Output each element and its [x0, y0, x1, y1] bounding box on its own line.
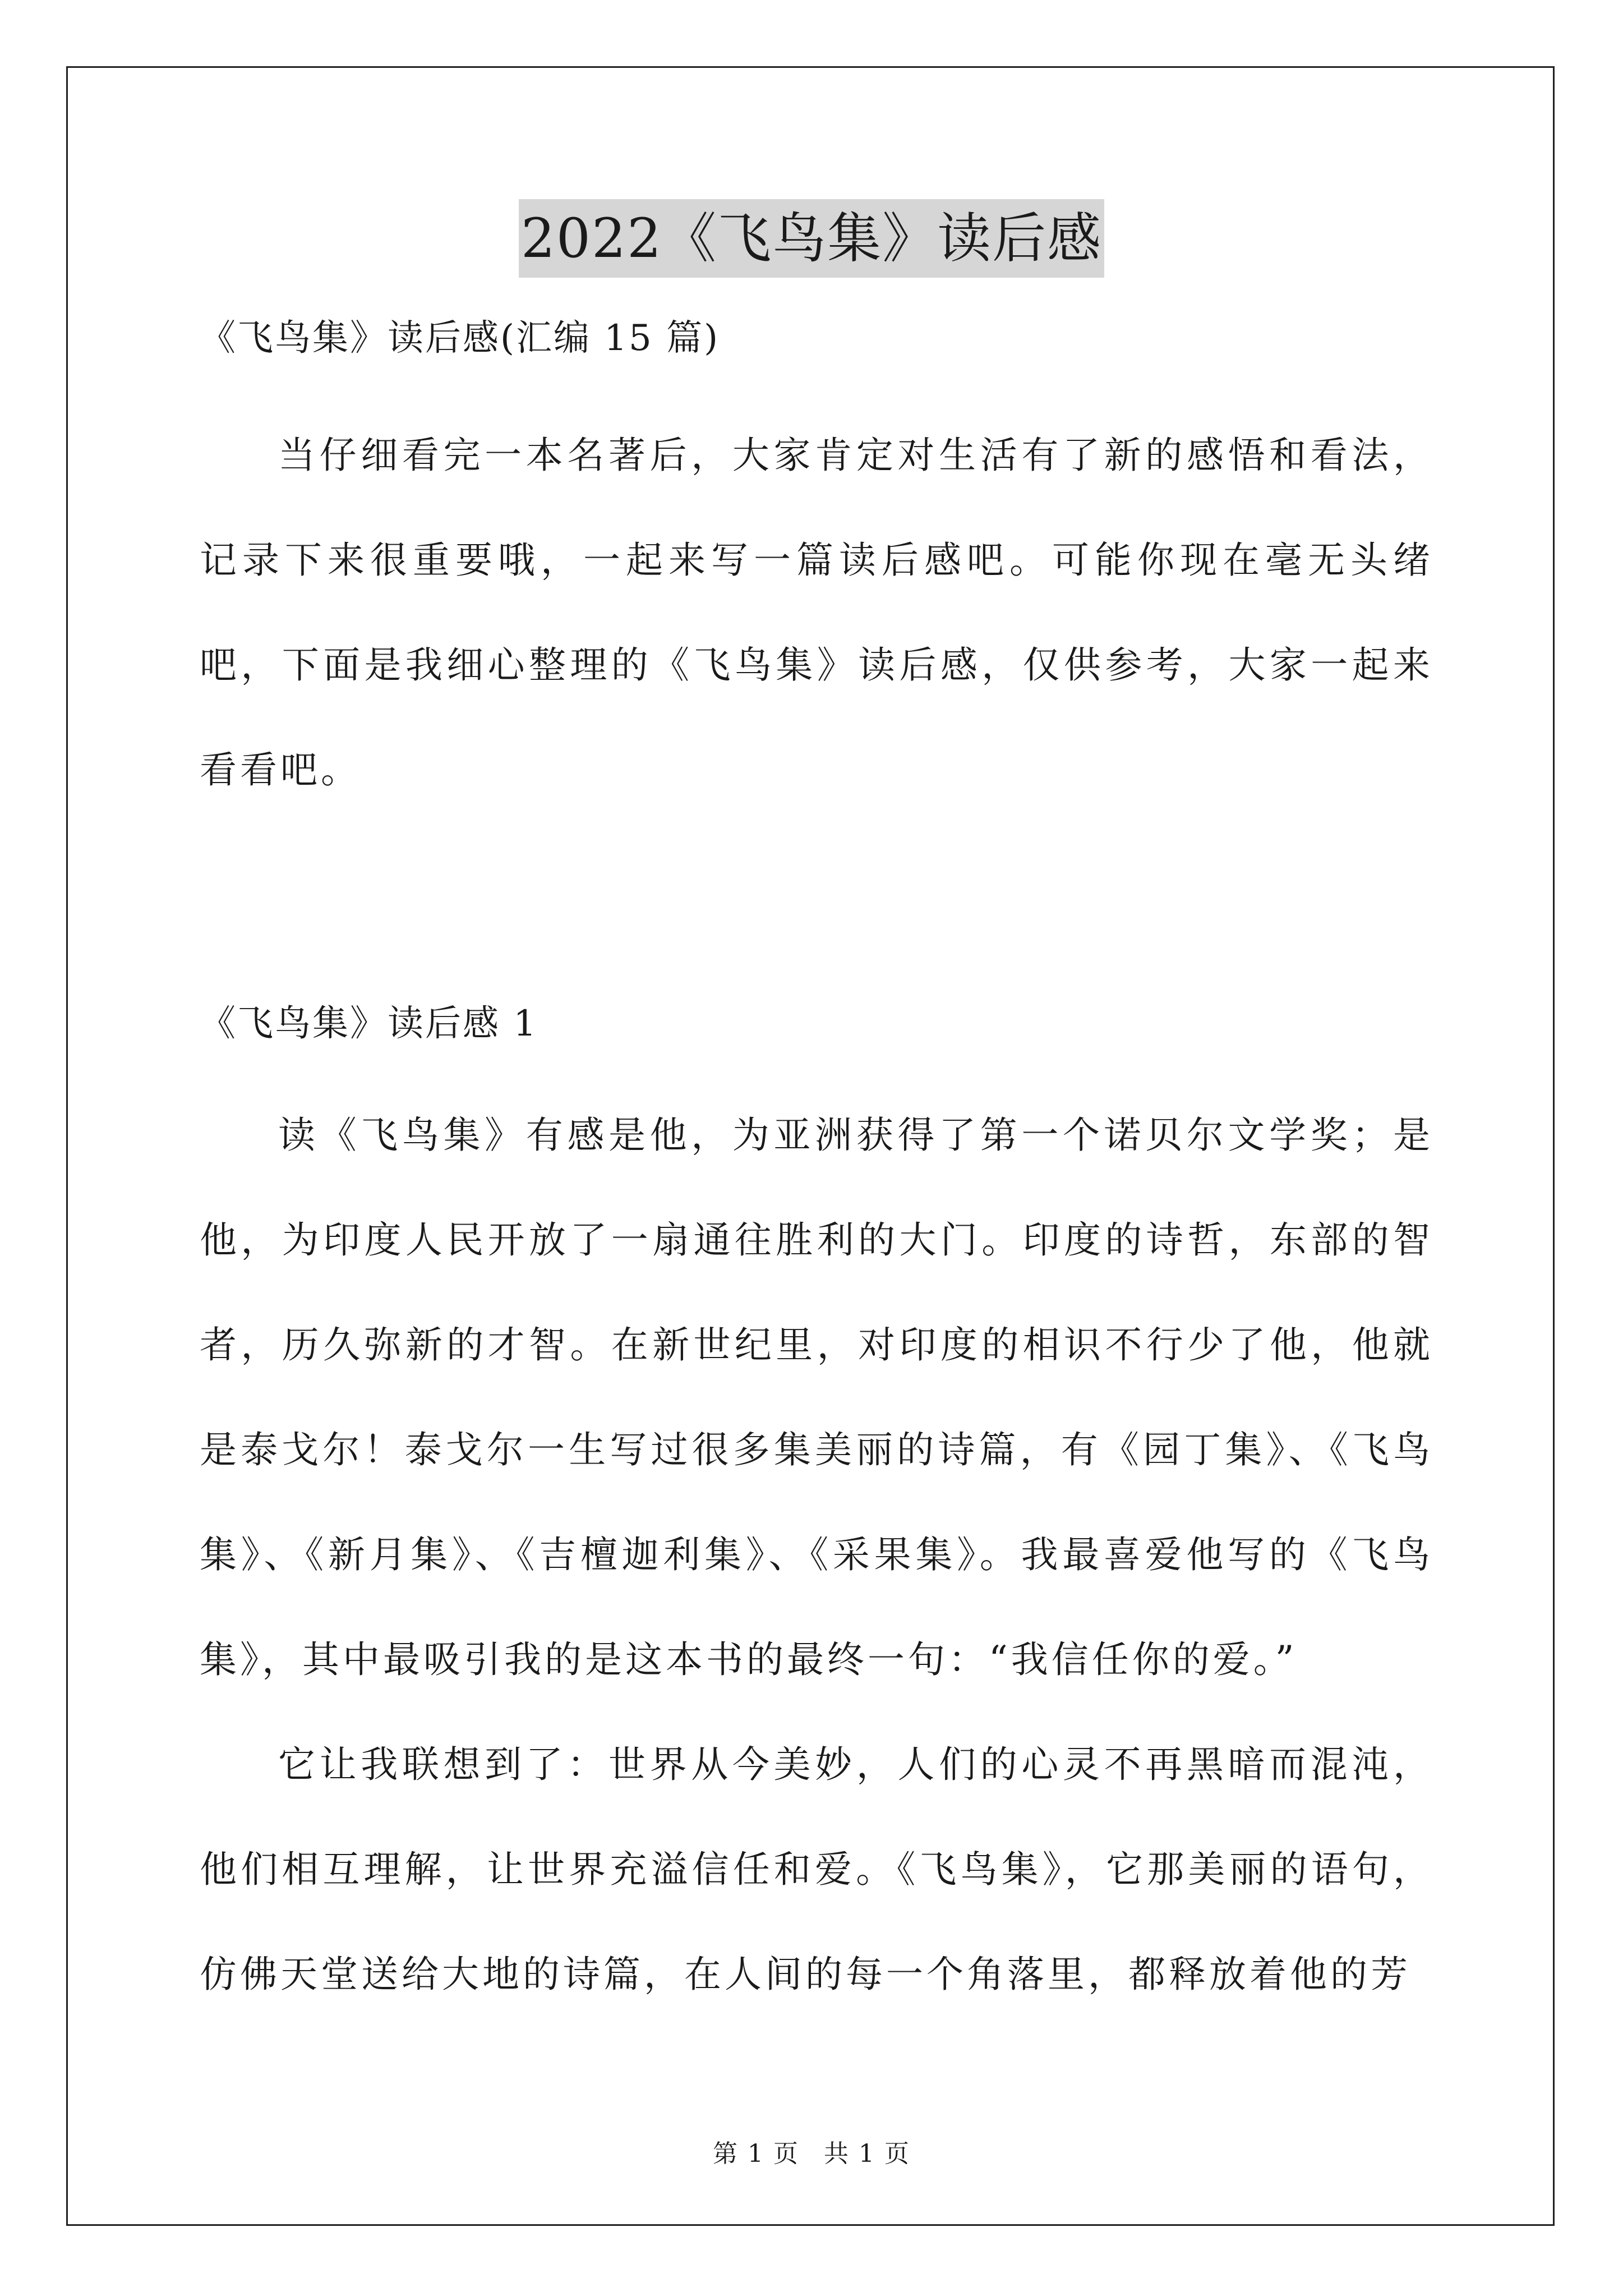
intro-paragraph: 当仔细看完一本名著后，大家肯定对生活有了新的感悟和看法，记录下来很重要哦，一起来写一篇读后感吧。可能你现在毫无头绪吧，下面是我细心整理的《飞鸟集》读后感，仅供参考，大家一起来看看吧。: [200, 434, 1433, 792]
page-total: 共 1 页: [824, 2139, 910, 2168]
section-body: [200, 1083, 1433, 2027]
page-footer: [0, 2137, 1623, 2171]
document-title: 2022《飞鸟集》读后感: [519, 199, 1104, 278]
section-heading: 《飞鸟集》读后感 1: [200, 1003, 538, 1045]
body-paragraph-1: 读《飞鸟集》有感是他，为亚洲获得了第一个诺贝尔文学奖；是他，为印度人民开放了一扇通往胜利的大门。印度的诗哲，东部的智者，历久弥新的才智。在新世纪里，对印度的相识不行少了他，他就是泰戈尔！泰戈尔一生写过很多集美丽的诗篇，有《园丁集》、《飞鸟集》、《新月集》、《吉檀迦利集》、《采果集》。我最喜爱他写的《飞鸟集》，其中最吸引我的是这本书的最终一句：“我信任你的爱。”: [200, 1114, 1433, 1681]
page-number: 第 1 页: [713, 2139, 799, 2168]
body-paragraph-2: 它让我联想到了：世界从今美妙，人们的心灵不再黑暗而混沌，他们相互理解，让世界充溢信任和爱。《飞鸟集》，它那美丽的语句，仿佛天堂送给大地的诗篇，在人间的每一个角落里，都释放着他的芳: [200, 1743, 1433, 1996]
title-container: [0, 199, 1623, 278]
document-subtitle: 《飞鸟集》读后感(汇编 15 篇): [200, 318, 720, 359]
intro-section: [200, 403, 1433, 822]
